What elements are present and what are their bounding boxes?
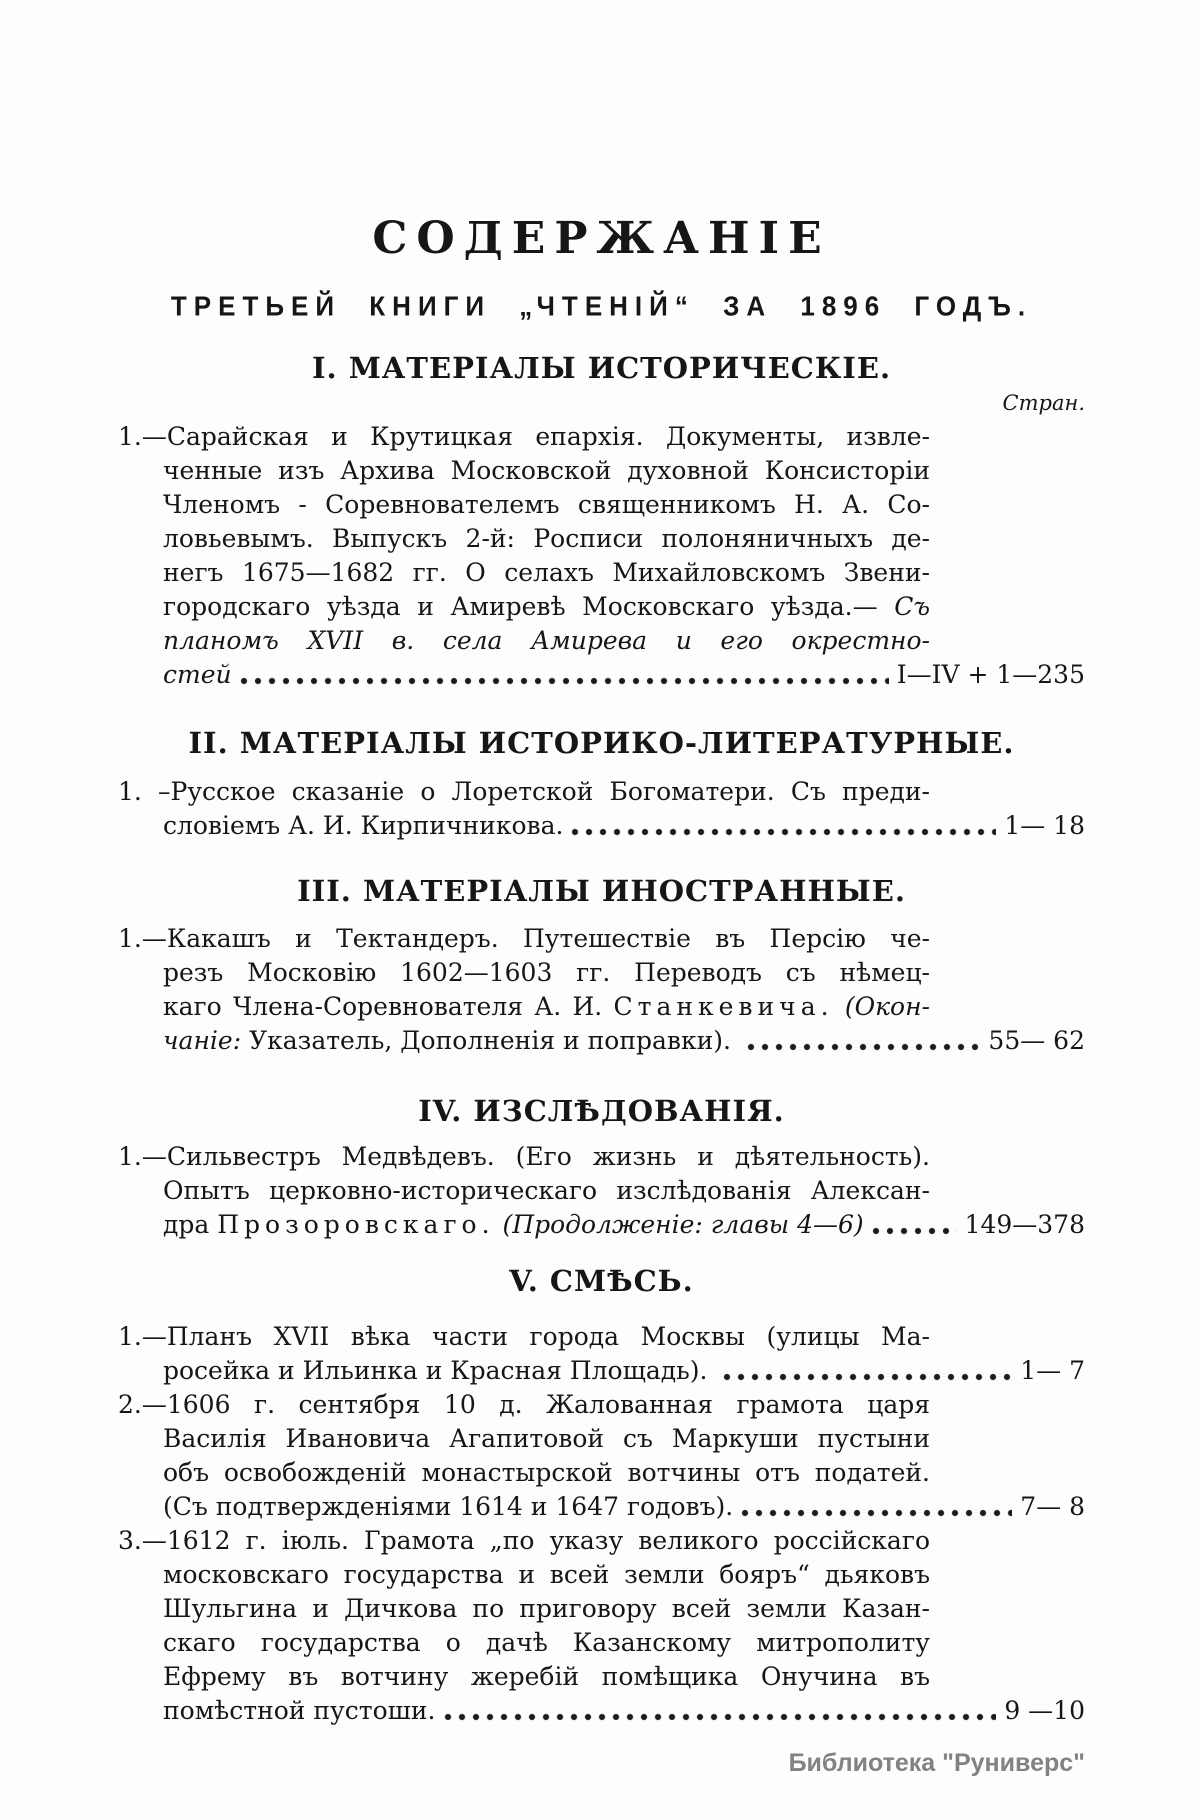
entry-line-text: 1.—Какашъ и Тектандеръ. Путешествіе въ Персію че- [118, 924, 930, 953]
entry-line [163, 590, 930, 624]
entry-line-text: московскаго государства и всей земли бояръ“ дьяковъ [163, 1560, 930, 1589]
section-heading: IV. ИЗСЛѢДОВАНІЯ. [418, 1094, 785, 1128]
entry-line [163, 1422, 930, 1456]
entry-line [163, 454, 930, 488]
entry-line-text: (Съ подтвержденіями 1614 и 1647 годовъ). [163, 1492, 734, 1521]
entry-line [118, 775, 930, 809]
entry-line-text: резъ Московію 1602—1603 гг. Переводъ съ нѣмец- [163, 958, 930, 987]
dot-leader [721, 1354, 1012, 1388]
entry-line [163, 956, 930, 990]
toc-entry [118, 1140, 1085, 1242]
page-ref: 1— 7 [1020, 1356, 1085, 1385]
entry-line [163, 1592, 930, 1626]
dot-leader [569, 809, 996, 843]
dot-leader [870, 1208, 957, 1242]
entry-line-text: Василія Ивановича Агапитовой съ Маркуши пустыни [163, 1424, 930, 1453]
page-ref: 9 —10 [1004, 1696, 1085, 1725]
entry-line [118, 1388, 930, 1422]
toc-entry [118, 775, 1085, 843]
entry-line-text: Ефрему въ вотчину жеребій помѣщика Онучина въ [163, 1662, 930, 1691]
entry-line-text: Членомъ - Соревнователемъ священникомъ Н. А. Со- [163, 490, 930, 519]
toc-entry [118, 420, 1085, 692]
entry-line [163, 1024, 1085, 1058]
section-heading: II. МАТЕРІАЛЫ ИСТОРИКО-ЛИТЕРАТУРНЫЕ. [188, 726, 1015, 760]
section-entries [118, 1140, 1085, 1242]
entry-line [163, 1558, 930, 1592]
entry-line [163, 1354, 1085, 1388]
page-column-header: Стран. [1002, 391, 1085, 415]
section-entries [118, 775, 1085, 843]
page-ref: 7— 8 [1020, 1492, 1085, 1521]
entry-line [163, 556, 930, 590]
entry-line-text: городскаго уѣзда и Амиревѣ Московскаго уѣзда.— Съ [163, 592, 930, 621]
page-title: СОДЕРЖАНІЕ [372, 213, 831, 264]
entry-line-text: 2.—1606 г. сентября 10 д. Жалованная грамота царя [118, 1390, 930, 1419]
section-heading: І. МАТЕРІАЛЫ ИСТОРИЧЕСКІЕ. [311, 351, 892, 385]
entry-line [163, 1694, 1085, 1728]
entry-line-text: 1. –Русское сказаніе о Лоретской Богоматери. Съ преди- [118, 777, 930, 806]
page-ref: 149—378 [964, 1210, 1085, 1239]
dot-leader [238, 658, 889, 692]
page-ref: 1— 18 [1004, 811, 1085, 840]
entry-line [163, 1626, 930, 1660]
entry-line-text: каго Члена-Соревнователя А. И. Станкевича. (Окон- [163, 992, 930, 1021]
entry-line [163, 990, 930, 1024]
entry-line [118, 1524, 930, 1558]
entry-line [163, 658, 1085, 692]
page-subtitle: ТРЕТЬЕЙ КНИГИ „ЧТЕНІЙ“ ЗА 1896 ГОДЪ. [170, 290, 1033, 322]
section-heading: V. СМѢСЬ. [509, 1264, 694, 1298]
section-entries [118, 1320, 1085, 1728]
section-entries [118, 420, 1085, 692]
toc-entry [118, 1320, 1085, 1388]
page-ref: 55— 62 [988, 1026, 1085, 1055]
entry-line [163, 1456, 930, 1490]
dot-leader [442, 1694, 997, 1728]
toc-entry [118, 1524, 1085, 1728]
entry-line [118, 1140, 930, 1174]
entry-line-text: скаго государства о дачѣ Казанскому митрополиту [163, 1628, 930, 1657]
entry-line [163, 1174, 930, 1208]
section-heading: III. МАТЕРІАЛЫ ИНОСТРАННЫЕ. [297, 874, 906, 908]
dot-leader [739, 1490, 1012, 1524]
entry-line [163, 624, 930, 658]
entry-line [163, 488, 930, 522]
entry-line-text: негъ 1675—1682 гг. О селахъ Михайловскомъ Звени- [163, 558, 930, 587]
entry-line-text: планомъ XVII в. села Амирева и его окрестно- [163, 626, 930, 655]
entry-line-text: Шульгина и Дичкова по приговору всей земли Казан- [163, 1594, 930, 1623]
entry-line-text: помѣстной пустоши. [163, 1696, 436, 1725]
page-ref: І—IV + 1—235 [896, 660, 1085, 689]
toc-entry [118, 1388, 1085, 1524]
toc-entry [118, 922, 1085, 1058]
entry-line [118, 420, 930, 454]
entry-line-text: ловьевымъ. Выпускъ 2-й: Росписи полоняничныхъ де- [163, 524, 930, 553]
entry-line-text: 1.—Сарайская и Крутицкая епархія. Документы, извле- [118, 422, 930, 451]
entry-line-text: росейка и Ильинка и Красная Площадь). [163, 1356, 716, 1385]
entry-line-text: объ освобожденій монастырской вотчины отъ податей. [163, 1458, 930, 1487]
entry-line-text: 1.—Планъ XVII вѣка части города Москвы (улицы Ма- [118, 1322, 930, 1351]
entry-line-text: стей [163, 660, 232, 689]
entry-line [163, 522, 930, 556]
library-watermark: Библиотека "Руниверс" [788, 1749, 1085, 1777]
entry-line-text: Опытъ церковно-историческаго изслѣдованія Алексан- [163, 1176, 930, 1205]
entry-line-text: 1.—Сильвестръ Медвѣдевъ. (Его жизнь и дѣятельность). [118, 1142, 930, 1171]
entry-line-text: ченные изъ Архива Московской духовной Консисторіи [163, 456, 930, 485]
section-entries [118, 922, 1085, 1058]
entry-line-text: 3.—1612 г. іюль. Грамота „по указу великого россійскаго [118, 1526, 930, 1555]
entry-line [163, 809, 1085, 843]
entry-line-text: чаніе: Указатель, Дополненія и поправки). [163, 1026, 739, 1055]
entry-line [163, 1660, 930, 1694]
entry-line [118, 1320, 930, 1354]
entry-line-text: словіемъ А. И. Кирпичникова. [163, 811, 564, 840]
entry-line-text: дра Прозоровскаго. (Продолженіе: главы 4—6) [163, 1210, 864, 1239]
dot-leader [745, 1024, 980, 1058]
entry-line [163, 1208, 1085, 1242]
entry-line [163, 1490, 1085, 1524]
entry-line [118, 922, 930, 956]
